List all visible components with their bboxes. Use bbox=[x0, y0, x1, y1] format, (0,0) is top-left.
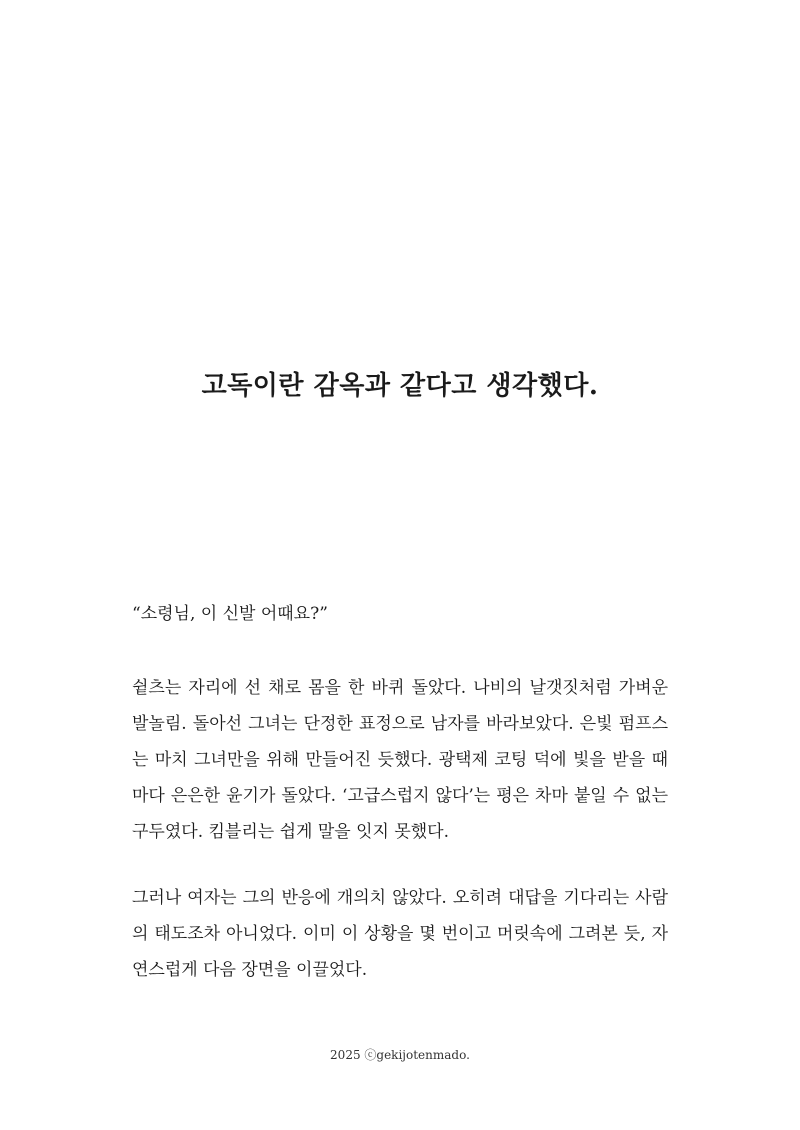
page-title: 고독이란 감옥과 같다고 생각했다. bbox=[201, 371, 599, 401]
paragraph-narration-2: 그러나 여자는 그의 반응에 개의치 않았다. 오히려 대답을 기다리는 사람의 태도조차 아니었다. 이미 이 상황을 몇 번이고 머릿속에 그려본 듯, 자연스럽게 다음 장면을 이끌었다. bbox=[132, 888, 668, 980]
paragraph-dialogue: “소령님, 이 신발 어때요?” bbox=[132, 604, 328, 624]
paragraph-narration-1: 슅츠는 자리에 선 채로 몸을 한 바퀴 돌았다. 나비의 날갯짓처럼 가벼운 발놀림. 돌아선 그녀는 단정한 표정으로 남자를 바라보았다. 은빛 펌프스는 마치 그녀만을 위해 만들어진 듯했다. 광택제 코팅 덕에 빛을 받을 때마다 은은한 윤기가 돌았다. ‘고급스럽지 않다’는 평은 차마 붙일 수 없는 구두였다. 킴블리는 쉽게 말을 잇지 못했다. bbox=[132, 678, 668, 842]
copyright-footer: 2025 ⓒgekijotenmado. bbox=[330, 1048, 470, 1062]
